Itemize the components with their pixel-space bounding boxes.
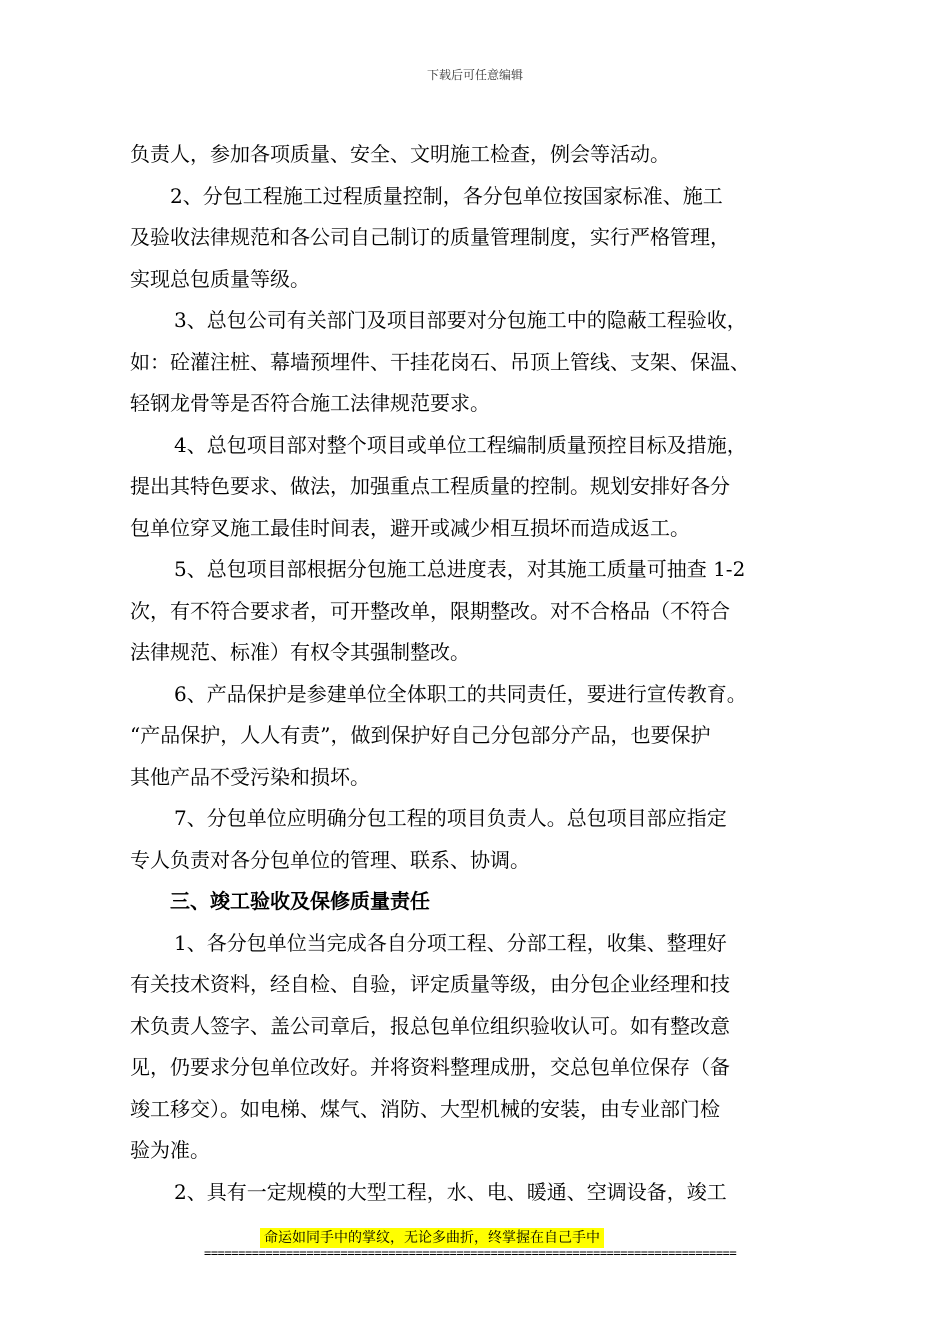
paragraph-line: 见，仍要求分包单位改好。并将资料整理成册，交总包单位保存（备 — [130, 1055, 730, 1079]
section-heading: 三、竣工验收及保修质量责任 — [170, 889, 430, 913]
paragraph-line: 1、各分包单位当完成各自分项工程、分部工程，收集、整理好 — [174, 930, 727, 955]
footer-divider: ============================================================================== — [204, 1246, 737, 1260]
paragraph-line: 验为准。 — [130, 1138, 210, 1162]
paragraph-line: 2、分包工程施工过程质量控制，各分包单位按国家标准、施工 — [170, 183, 723, 208]
paragraph-line: 其他产品不受污染和损坏。 — [130, 764, 370, 789]
paragraph-line: 次，有不符合要求者，可开整改单，限期整改。对不合格品（不符合 — [130, 598, 730, 623]
paragraph-line: 包单位穿叉施工最佳时间表，避开或减少相互损坏而造成返工。 — [130, 515, 690, 540]
paragraph-line: 实现总包质量等级。 — [130, 266, 310, 291]
paragraph-line: 6、产品保护是参建单位全体职工的共同责任，要进行宣传教育。 — [174, 681, 747, 706]
paragraph-line: 轻钢龙骨等是否符合施工法律规范要求。 — [130, 391, 490, 415]
paragraph-line: 及验收法律规范和各公司自己制订的质量管理制度，实行严格管理， — [130, 225, 730, 249]
page-header-note: 下载后可任意编辑 — [426, 68, 523, 82]
paragraph-line: 3、总包公司有关部门及项目部要对分包施工中的隐蔽工程验收， — [174, 308, 747, 332]
paragraph-line: 提出其特色要求、做法，加强重点工程质量的控制。规划安排好各分 — [130, 474, 730, 498]
paragraph-line: 法律规范、标准）有权令其强制整改。 — [130, 640, 470, 664]
paragraph-line: 负责人，参加各项质量、安全、文明施工检查，例会等活动。 — [130, 142, 670, 166]
paragraph-line: 7、分包单位应明确分包工程的项目负责人。总包项目部应指定 — [174, 806, 727, 830]
paragraph-line: 5、总包项目部根据分包施工总进度表，对其施工质量可抽查 1-2 — [174, 557, 746, 581]
paragraph-line: 2、具有一定规模的大型工程，水、电、暖通、空调设备，竣工 — [174, 1179, 727, 1204]
paragraph-line: 4、总包项目部对整个项目或单位工程编制质量预控目标及措施， — [174, 432, 747, 457]
paragraph-line: “产品保护，人人有责”，做到保护好自己分包部分产品，也要保护 — [130, 723, 711, 747]
paragraph-line: 如：砼灌注桩、幕墙预埋件、干挂花岗石、吊顶上管线、支架、保温、 — [130, 349, 750, 374]
document-body — [130, 134, 830, 1213]
paragraph-line: 术负责人签字、盖公司章后，报总包单位组织验收认可。如有整改意 — [130, 1013, 730, 1038]
footer-motto: 命运如同手中的掌纹，无论多曲折，终掌握在自己手中 — [260, 1228, 604, 1248]
paragraph-line: 专人负责对各分包单位的管理、联系、协调。 — [130, 847, 530, 872]
paragraph-line: 竣工移交）。如电梯、煤气、消防、大型机械的安装，由专业部门检 — [130, 1096, 720, 1121]
paragraph-line: 有关技术资料，经自检、自验，评定质量等级，由分包企业经理和技 — [130, 972, 730, 996]
